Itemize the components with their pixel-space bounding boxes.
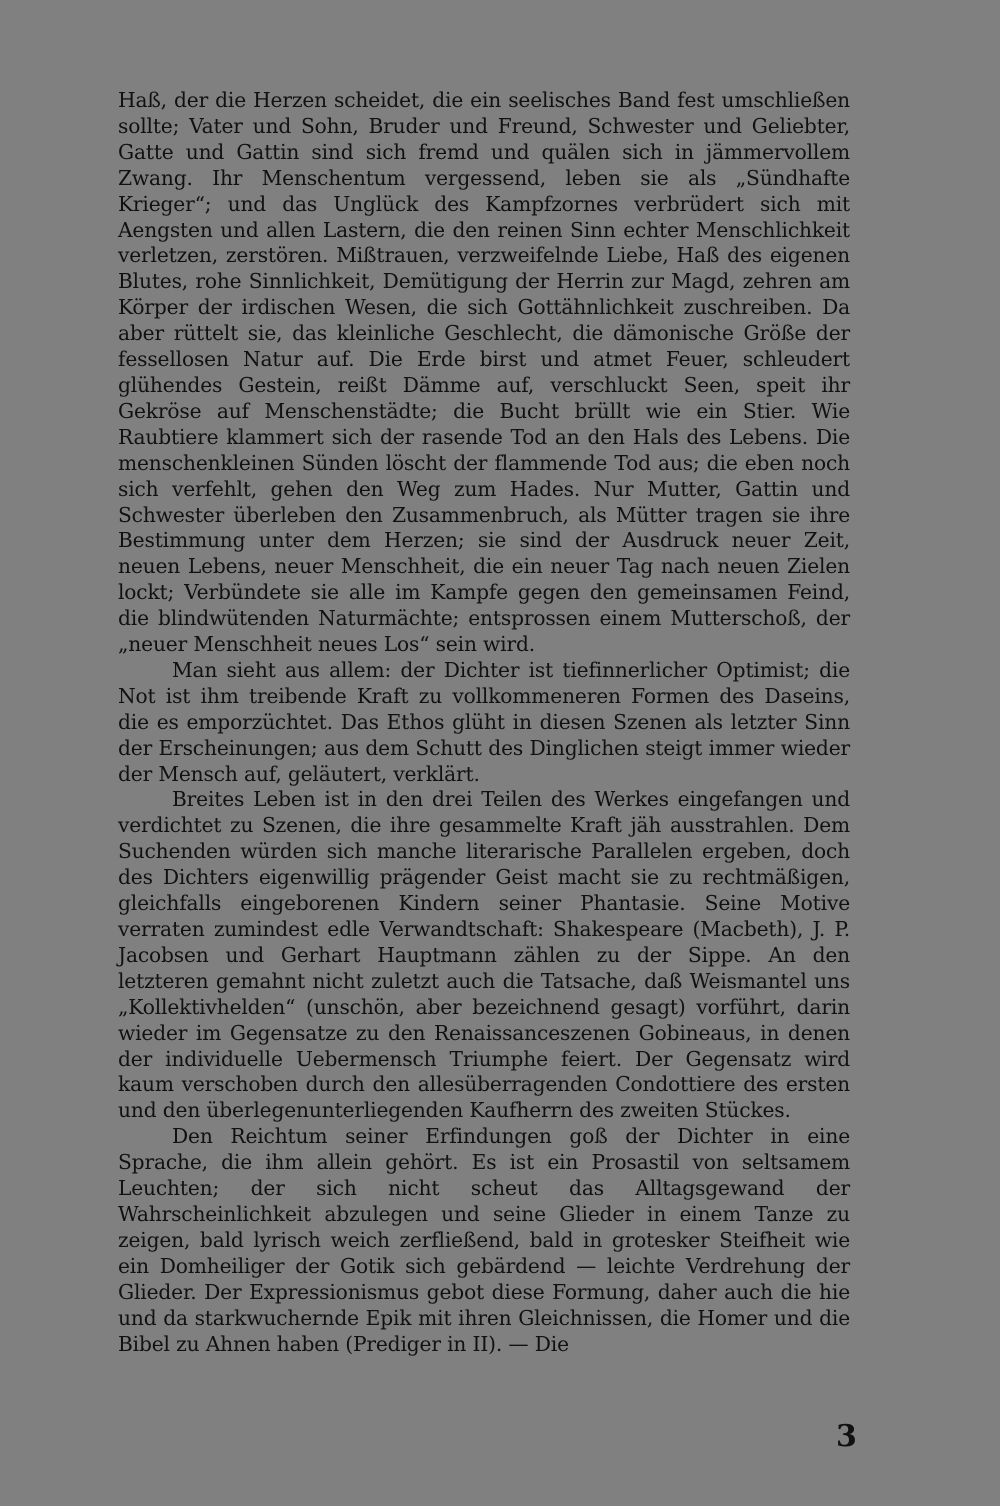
page-number: 3 [836, 1419, 857, 1454]
paragraph-4: Den Reichtum seiner Erfindungen goß der Dichter in eine Sprache, die ihm allein gehört. Es ist ein Prosastil von seltsamem Leuchten; der sich nicht scheut das Alltagsgewand der Wahrscheinlichkeit abzulegen und seine Glieder in einem Tanze zu zeigen, bald lyrisch weich zerfließend, bald in grotesker Steifheit wie ein Domheiliger der Gotik sich gebärdend — leichte Verdrehung der Glieder. Der Expressionismus gebot diese Formung, daher auch die hie und da starkwuchernde Epik mit ihren Gleichnissen, die Homer und die Bibel zu Ahnen haben (Prediger in II). — Die [118, 1124, 850, 1356]
body-text [118, 88, 850, 1357]
paragraph-3: Breites Leben ist in den drei Teilen des Werkes eingefangen und verdichtet zu Szenen, die ihre gesammelte Kraft jäh ausstrahlen. Dem Suchenden würden sich manche literarische Parallelen ergeben, doch des Dichters eigenwillig prägender Geist macht sie zu rechtmäßigen, gleichfalls eingeborenen Kindern seiner Phantasie. Seine Motive verraten zumindest edle Verwandtschaft: Shakespeare (Macbeth), J. P. Jacobsen und Gerhart Hauptmann zählen zu der Sippe. An den letzteren gemahnt nicht zuletzt auch die Tatsache, daß Weismantel uns „Kollektivhelden“ (unschön, aber bezeichnend gesagt) vorführt, darin wieder im Gegensatze zu den Renaissanceszenen Gobineaus, in denen der individuelle Uebermensch Triumphe feiert. Der Gegensatz wird kaum verschoben durch den allesüberragenden Condottiere des ersten und den überlegenunterliegenden Kaufherrn des zweiten Stückes. [118, 787, 850, 1123]
paragraph-1: Haß, der die Herzen scheidet, die ein seelisches Band fest umschließen sollte; Vater und Sohn, Bruder und Freund, Schwester und Geliebter, Gatte und Gattin sind sich fremd und quälen sich in jämmervollem Zwang. Ihr Menschentum vergessend, leben sie als „Sündhafte Krieger“; und das Unglück des Kampfzornes verbrüdert sich mit Aengsten und allen Lastern, die den reinen Sinn echter Menschlichkeit verletzen, zerstören. Mißtrauen, verzweifelnde Liebe, Haß des eigenen Blutes, rohe Sinnlichkeit, Demütigung der Herrin zur Magd, zehren am Körper der irdischen Wesen, die sich Gottähnlichkeit zuschreiben. Da aber rüttelt sie, das kleinliche Geschlecht, die dämonische Größe der fessellosen Natur auf. Die Erde birst und atmet Feuer, schleudert glühendes Gestein, reißt Dämme auf, verschluckt Seen, speit ihr Gekröse auf Menschenstädte; die Bucht brüllt wie ein Stier. Wie Raubtiere klammert sich der rasende Tod an den Hals des Lebens. Die menschenkleinen Sünden löscht der flammende Tod aus; die eben noch sich verfehlt, gehen den Weg zum Hades. Nur Mutter, Gattin und Schwester überleben den Zusammenbruch, als Mütter tragen sie ihre Bestimmung unter dem Herzen; sie sind der Ausdruck neuer Zeit, neuen Lebens, neuer Menschheit, die ein neuer Tag nach neuen Zielen lockt; Verbündete sie alle im Kampfe gegen den gemeinsamen Feind, die blindwütenden Naturmächte; entsprossen einem Mutterschoß, der „neuer Menschheit neues Los“ sein wird. [118, 88, 850, 657]
paragraph-2: Man sieht aus allem: der Dichter ist tiefinnerlicher Optimist; die Not ist ihm treibende Kraft zu vollkommeneren Formen des Daseins, die es emporzüchtet. Das Ethos glüht in diesen Szenen als letzter Sinn der Erscheinungen; aus dem Schutt des Dinglichen steigt immer wieder der Mensch auf, geläutert, verklärt. [118, 657, 850, 786]
